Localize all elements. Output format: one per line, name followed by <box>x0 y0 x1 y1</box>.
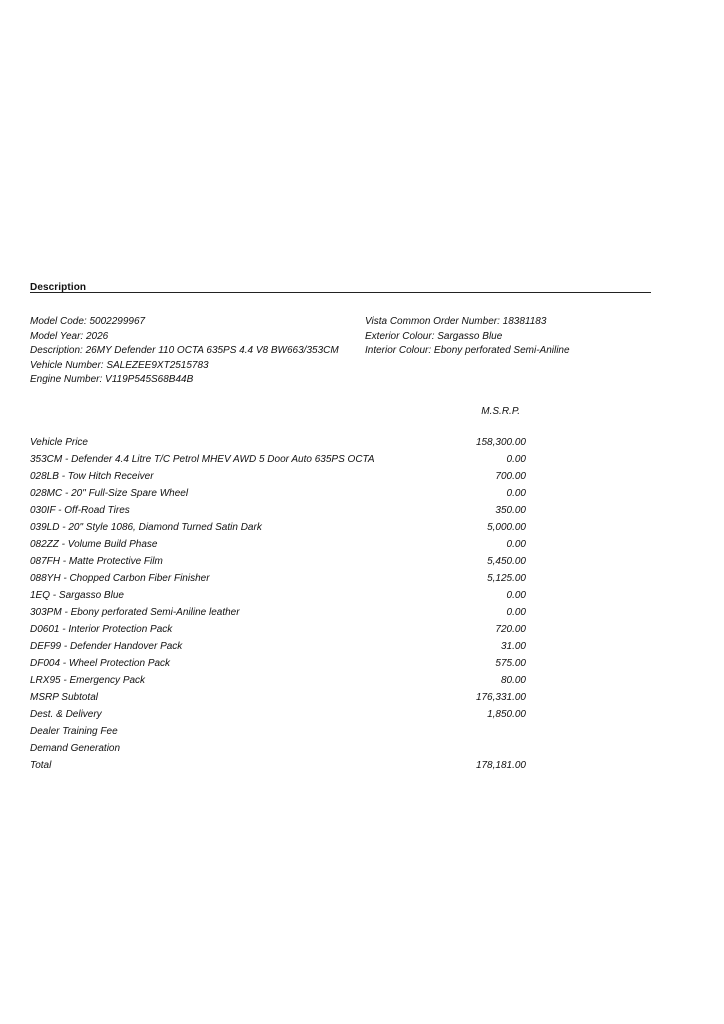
price-row <box>30 674 526 691</box>
price-row-amount: 5,000.00 <box>487 522 526 533</box>
price-row-amount: 0.00 <box>506 539 526 550</box>
price-row <box>30 589 526 606</box>
price-row-amount: 0.00 <box>506 454 526 465</box>
price-row-description: 303PM - Ebony perforated Semi-Aniline leather <box>30 607 240 618</box>
price-row <box>30 725 526 742</box>
vehicle-info-left <box>30 315 339 388</box>
price-row <box>30 640 526 657</box>
price-row-amount: 176,331.00 <box>475 692 526 703</box>
price-row-description: 039LD - 20" Style 1086, Diamond Turned Satin Dark <box>30 522 262 533</box>
price-row-description: Vehicle Price <box>30 437 88 448</box>
price-row-amount: 350.00 <box>495 505 526 516</box>
msrp-column-header: M.S.R.P. <box>481 406 520 417</box>
price-row <box>30 759 526 776</box>
price-row-amount: 1,850.00 <box>487 709 526 720</box>
price-table <box>30 436 526 776</box>
price-row <box>30 538 526 555</box>
model-year: Model Year: 2026 <box>30 330 109 342</box>
price-row-amount: 0.00 <box>506 488 526 499</box>
exterior-colour: Exterior Colour: Sargasso Blue <box>365 330 503 342</box>
price-row <box>30 453 526 470</box>
price-row <box>30 572 526 589</box>
price-row-amount: 31.00 <box>500 641 526 652</box>
price-row <box>30 521 526 538</box>
price-row <box>30 555 526 572</box>
price-row-description: MSRP Subtotal <box>30 692 98 703</box>
price-row <box>30 436 526 453</box>
vehicle-description: Description: 26MY Defender 110 OCTA 635PS 4.4 V8 BW663/353CM <box>30 345 339 357</box>
price-row <box>30 691 526 708</box>
price-row <box>30 657 526 674</box>
price-row-amount: 5,450.00 <box>487 556 526 567</box>
price-row <box>30 742 526 759</box>
price-row-description: DEF99 - Defender Handover Pack <box>30 641 183 652</box>
price-row-description: 028MC - 20" Full-Size Spare Wheel <box>30 488 189 499</box>
price-row-description: 030IF - Off-Road Tires <box>30 505 130 516</box>
price-row <box>30 708 526 725</box>
vehicle-number: Vehicle Number: SALEZEE9XT2515783 <box>30 359 209 371</box>
interior-colour: Interior Colour: Ebony perforated Semi-Aniline <box>365 345 570 357</box>
price-row <box>30 504 526 521</box>
price-row-description: Demand Generation <box>30 743 121 754</box>
price-row-amount: 575.00 <box>495 658 526 669</box>
price-row-description: 353CM - Defender 4.4 Litre T/C Petrol MHEV AWD 5 Door Auto 635PS OCTA <box>30 454 375 465</box>
order-number: Vista Common Order Number: 18381183 <box>365 316 547 327</box>
price-row-description: 088YH - Chopped Carbon Fiber Finisher <box>30 573 210 584</box>
price-row-amount: 0.00 <box>506 607 526 618</box>
price-row-description: 087FH - Matte Protective Film <box>30 556 163 567</box>
price-row <box>30 487 526 504</box>
price-row <box>30 606 526 623</box>
price-row-description: DF004 - Wheel Protection Pack <box>30 658 171 669</box>
price-row-description: Dealer Training Fee <box>30 726 118 737</box>
price-row-amount: 80.00 <box>500 675 526 686</box>
price-row-description: 1EQ - Sargasso Blue <box>30 590 124 601</box>
vehicle-info-right <box>365 315 570 359</box>
section-title: Description <box>30 282 87 293</box>
price-row-amount: 158,300.00 <box>475 437 526 448</box>
price-row-description: Total <box>30 760 52 771</box>
price-row-amount: 5,125.00 <box>487 573 526 584</box>
price-row <box>30 470 526 487</box>
price-row-amount: 0.00 <box>506 590 526 601</box>
price-row-description: Dest. & Delivery <box>30 709 102 720</box>
price-row-description: 082ZZ - Volume Build Phase <box>30 539 158 550</box>
section-divider <box>30 292 651 293</box>
model-code: Model Code: 5002299967 <box>30 316 146 327</box>
price-row-amount: 700.00 <box>495 471 526 482</box>
price-row-description: 028LB - Tow Hitch Receiver <box>30 471 154 482</box>
price-row-description: LRX95 - Emergency Pack <box>30 675 146 686</box>
price-row-amount: 720.00 <box>495 624 526 635</box>
engine-number: Engine Number: V119P545S68B44B <box>30 374 194 386</box>
price-row-amount: 178,181.00 <box>475 760 526 771</box>
price-row <box>30 623 526 640</box>
price-row-description: D0601 - Interior Protection Pack <box>30 624 173 635</box>
